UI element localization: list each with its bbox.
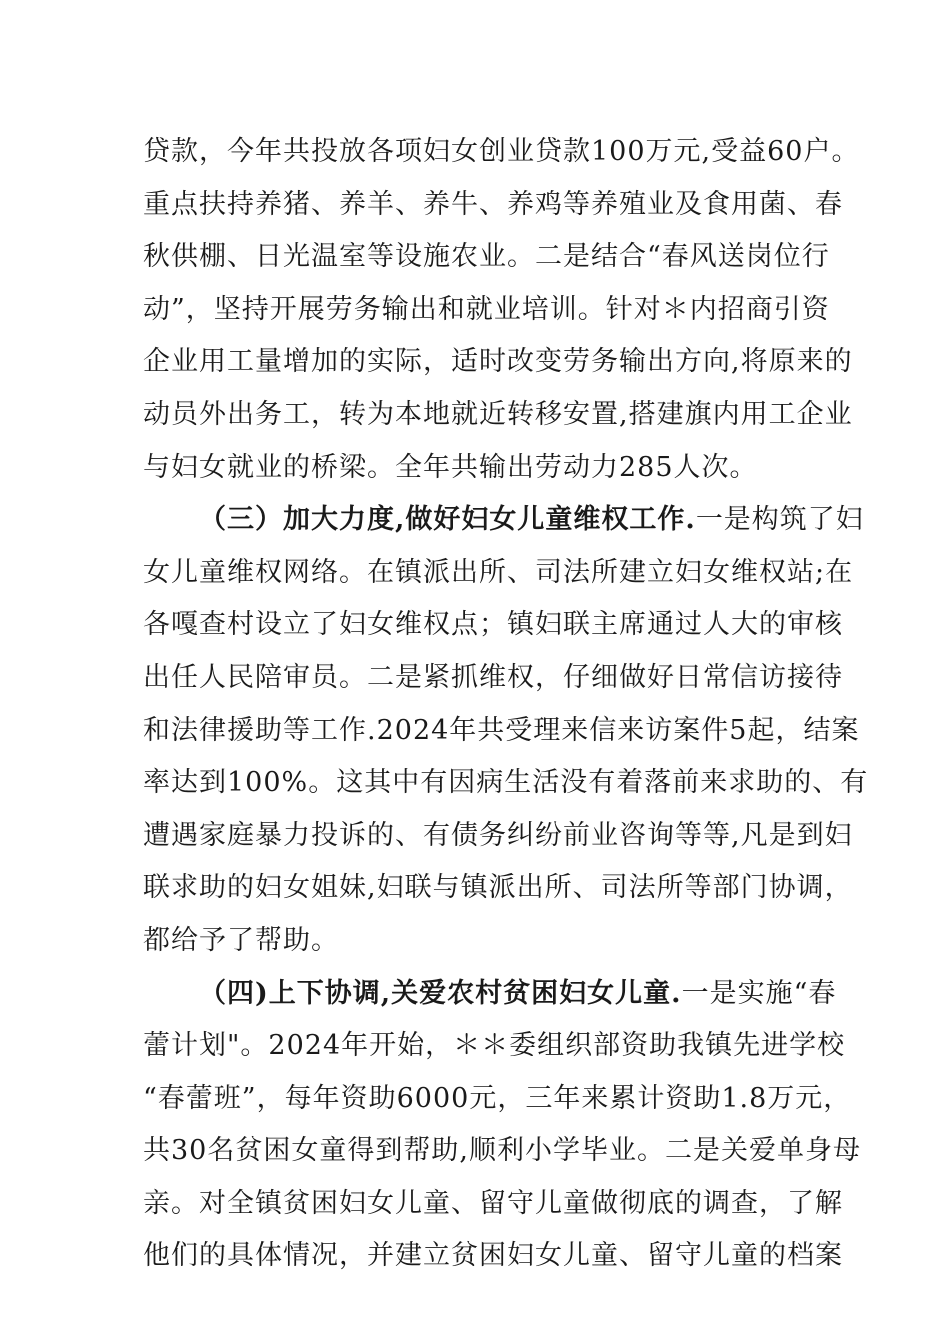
paragraph-line [143,652,843,705]
paragraph-line [143,705,860,758]
paragraph-line [143,1178,843,1231]
paragraph-line [143,810,853,863]
line-text: 出任人民陪审员。二是紧抓维权，仔细做好日常信访接待 [143,661,843,693]
paragraph-line [143,757,869,810]
line-text: 与妇女就业的桥梁。全年共输出劳动力285人次。 [143,451,758,483]
line-text: 一是构筑了妇 [695,504,864,536]
line-text: 动”，坚持开展劳务输出和就业培训。针对＊内招商引资 [143,293,830,325]
line-text: 和法律援助等工作.2024年共受理来信来访案件5起，结案 [143,714,860,746]
paragraph-line [143,862,853,915]
section-heading-4: （四)上下协调,关爱农村贫困妇女儿童. [199,977,682,1009]
line-text: 一是实施“春 [681,977,837,1009]
line-text: 企业用工量增加的实际，适时改变劳务输出方向,将原来的 [143,346,853,378]
paragraph-line [143,1230,843,1283]
paragraph-line [143,179,843,232]
paragraph-line [143,284,830,337]
paragraph-line [143,915,815,968]
paragraph-line [143,442,815,495]
paragraph-line [143,1073,852,1126]
paragraph-line [143,547,854,600]
line-text: 亲。对全镇贫困妇女儿童、留守儿童做彻底的调查，了解 [143,1187,843,1219]
paragraph-line [143,336,853,389]
document-body [143,126,869,1283]
paragraph-line [143,1020,846,1073]
line-text: 贷款，今年共投放各项妇女创业贷款100万元,受益60户。 [143,136,860,167]
line-text: 联求助的妇女姐妹,妇联与镇派出所、司法所等部门协调， [143,872,853,904]
line-text: 率达到100%。这其中有因病生活没有着落前来求助的、有 [143,767,869,799]
line-text: 女儿童维权网络。在镇派出所、司法所建立妇女维权站;在 [143,556,854,588]
paragraph-line [143,1125,861,1178]
line-text: “春蕾班”，每年资助6000元，三年来累计资助1.8万元， [143,1082,852,1114]
line-text: 他们的具体情况，并建立贫困妇女儿童、留守儿童的档案 [143,1240,843,1272]
line-text: 蕾计划"。2024年开始，＊＊委组织部资助我镇先进学校 [143,1030,846,1062]
line-text: 都给予了帮助。 [143,924,339,956]
section-heading-line [143,494,864,547]
line-text: 秋供棚、日光温室等设施农业。二是结合“春风送岗位行 [143,241,830,273]
paragraph-line [143,389,853,442]
paragraph-line [143,126,860,179]
line-text: 共30名贫困女童得到帮助,顺利小学毕业。二是关爱单身母 [143,1135,861,1167]
section-heading-line [143,968,837,1021]
line-text: 重点扶持养猪、养羊、养牛、养鸡等养殖业及食用菌、春 [143,188,843,220]
paragraph-line [143,231,830,284]
paragraph-line [143,599,843,652]
section-heading-3: （三）加大力度,做好妇女儿童维权工作. [199,504,696,536]
line-text: 动员外出务工，转为本地就近转移安置,搭建旗内用工企业 [143,398,853,430]
line-text: 各嘎查村设立了妇女维权点；镇妇联主席通过人大的审核 [143,609,843,641]
line-text: 遭遇家庭暴力投诉的、有债务纠纷前业咨询等等,凡是到妇 [143,819,853,851]
